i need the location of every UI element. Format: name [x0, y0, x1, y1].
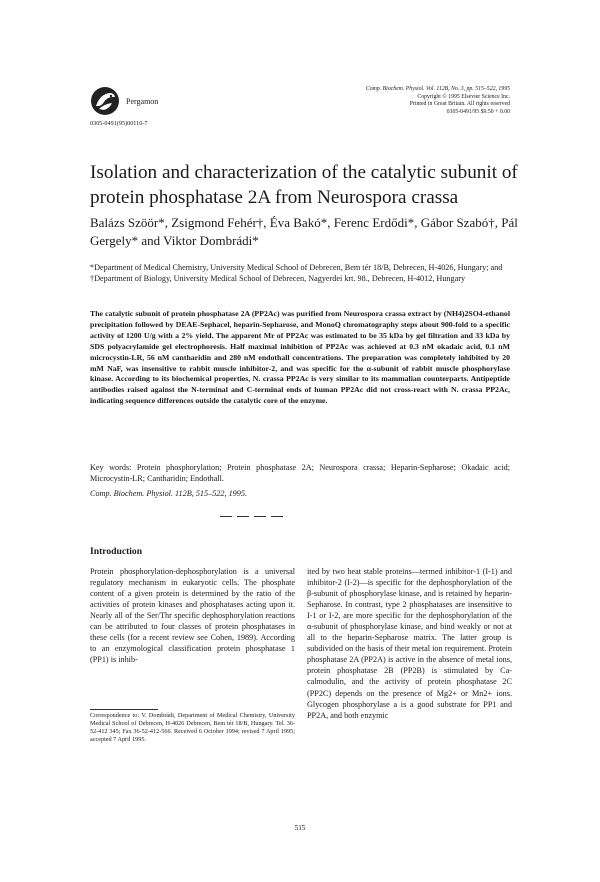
- keywords: Key words: Protein phosphorylation; Protein phosphatase 2A; Neurospora crassa; Heparin-Sepharose; Okadaic acid; Microcystin-LR; Cantharidin; Endothall.: [90, 463, 510, 484]
- journal-info-line: Printed in Great Britain. All rights reserved: [409, 101, 510, 108]
- article-authors: Balázs Szöör*, Zsigmond Fehér†, Éva Bakó*, Ferenc Erdődi*, Gábor Szabó†, Pál Gergely* and Viktor Dombrádi*: [90, 215, 518, 248]
- body-column-right: ited by two heat stable proteins—termed inhibitor-1 (I-1) and inhibitor-2 (I-2)—is specific for the dephosphorylation of the β-subunit of phosphorylase kinase, and is retained by heparin-Sepharose. In contrast, type 2 phosphatases are insensitive to I-1 or I-2, are more specific for the dephosphorylation of the α-subunit of phosphorylase kinase, and bind weakly or not at all to the heparin-Sepharose matrix. The latter group is subdivided on the basis of their metal ion requirement. Protein phosphatase 2A (PP2A) is active in the absence of metal ions, protein phosphatase 2B (PP2B) is stimulated by Ca-calmodulin, and the activity of protein phosphatase 2C (PP2C) depends on the presence of Mg2+ or Mn2+ ions. Glycogen phosphorylase a is a good substrate for PP1 and PP2A, and both enzymic: [307, 567, 512, 720]
- pergamon-logo-icon: [90, 86, 120, 116]
- separator-dashes: [220, 507, 290, 509]
- abstract: The catalytic subunit of protein phosphatase 2A (PP2Ac) was purified from Neurospora crassa extract by (NH4)2SO4-ethanol precipitation followed by DEAE-Sephacel, heparin-Sepharose, and MonoQ chromatography steps about 900-fold to a specific activity of 1200 U/g with a 2% yield. The apparent Mr of PP2Ac was estimated to be 35 kDa by gel filtration and 33 kDa by SDS polyacrylamide gel electrophoresis. Half maximal inhibition of PP2Ac was achieved at 0.3 nM okadaic acid, 0.1 nM microcystin-LR, 56 nM cantharidin and 280 nM endothall concentrations. The preparation was completely inhibited by 20 mM NaF, was insensitive to rabbit muscle inhibitor-2, and was specific for the α-subunit of rabbit muscle phosphorylase kinase. According to its biochemical properties, N. crassa PP2Ac is very similar to its mammalian counterparts. Antipeptide antibodies raised against the N-terminal and C-terminal ends of human PP2Ac did not cross-react with N. crassa PP2Ac, indicating sequence differences outside the catalytic core of the enzyme.: [90, 309, 510, 406]
- footnote-rule: [90, 709, 158, 710]
- author-affiliation: *Department of Medical Chemistry, University Medical School of Debrecen, Bem tér 18/B, Debrecen, H-4026, Hungary; and †Department of Biology, University Medical School of Debrecen, Nagyerdei krt. 98., Debrecen, H-4012, Hungary: [90, 263, 503, 284]
- issn-code: 0305-0491(95)00110-7: [90, 120, 148, 127]
- article-title: Isolation and characterization of the catalytic subunit of protein phosphatase 2A from Neurospora crassa: [90, 162, 518, 208]
- journal-info-line: Copyright © 1995 Elsevier Science Inc.: [417, 93, 510, 100]
- page-number: 515: [294, 824, 306, 832]
- publisher-name: Pergamon: [126, 97, 159, 106]
- section-heading: Introduction: [90, 546, 143, 557]
- journal-info-line: 0305-0491/95 $9.50 + 0.00: [446, 108, 510, 115]
- correspondence-footnote: Correspondence to: V. Dombrádi, Department of Medical Chemistry, University Medical School of Debrecen, H-4026 Debrecen, Bem tér 18/B, Hungary. Tel. 36-52-412 345; Fax 36-52-412-566. Received 6 October 1994; revised 7 April 1995; accepted 7 April 1995.: [90, 712, 295, 744]
- body-column-left: Protein phosphorylation-dephosphorylation is a universal regulatory mechanism in eukaryotic cells. The phosphate content of a given protein is determined by the ratio of the activities of protein kinases and phosphatases acting upon it. Nearly all of the Ser/Thr specific dephosphorylation reactions can be attributed to four classes of protein phosphatases in these cells (for a recent review see Cohen, 1989). According to an enzymological classification protein phosphatase 1 (PP1) is inhib-: [90, 567, 295, 665]
- page-header: [90, 86, 510, 136]
- journal-info: [280, 86, 510, 116]
- citation: Comp. Biochem. Physiol. 112B, 515–522, 1995.: [90, 489, 247, 498]
- journal-info-line: Comp. Biochem. Physiol. Vol. 112B, No. 3, pp. 515–522, 1995: [365, 86, 510, 92]
